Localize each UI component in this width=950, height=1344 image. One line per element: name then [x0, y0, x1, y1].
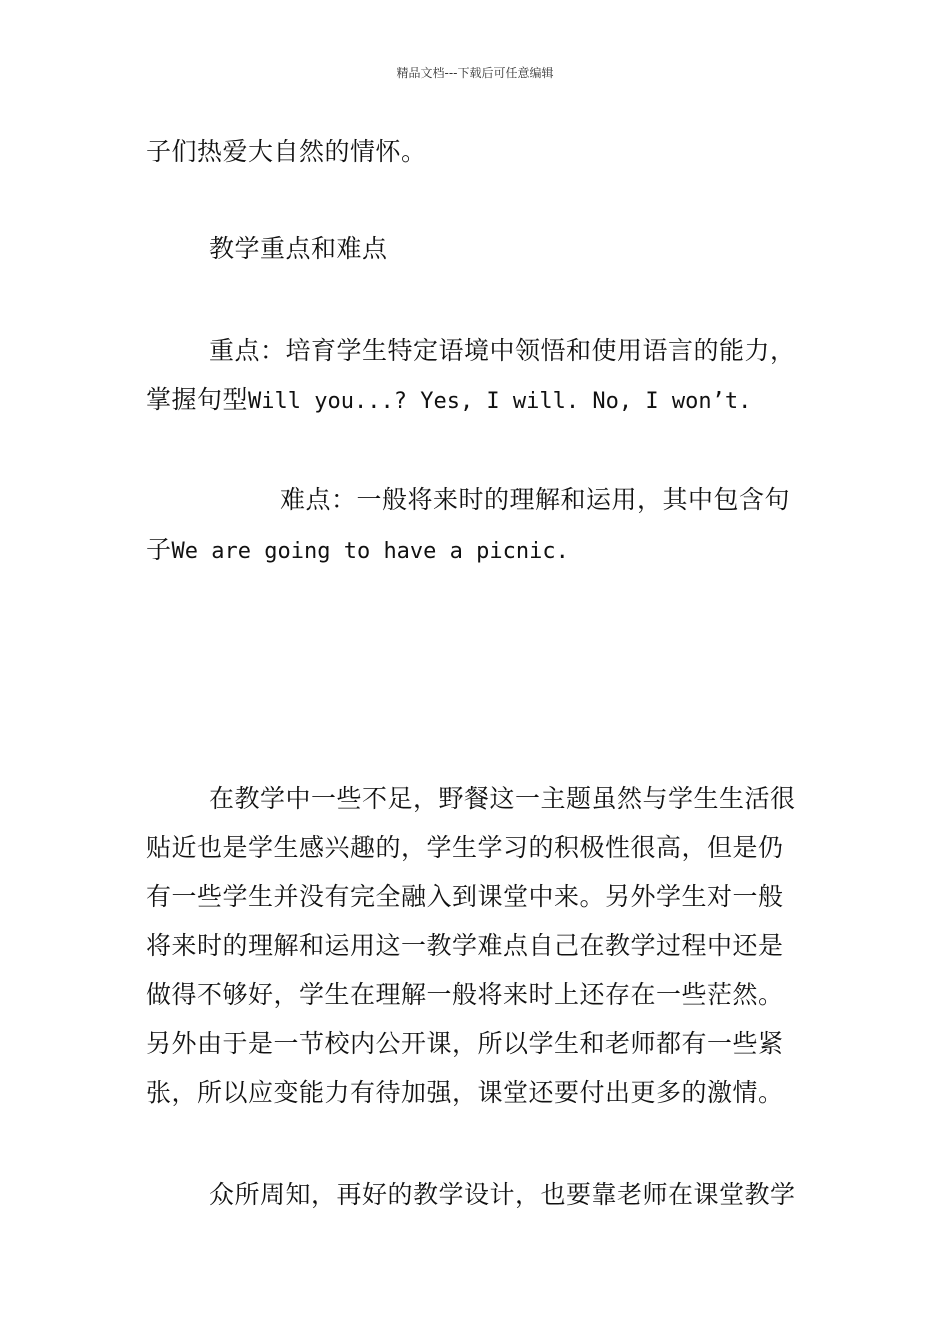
text-en: We are going to have a picnic.	[171, 539, 569, 564]
paragraph-line: 贴近也是学生感兴趣的，学生学习的积极性很高，但是仍	[146, 833, 784, 862]
text-en: Will you...? Yes, I will. No, I won’t.	[248, 389, 752, 414]
section-heading: 教学重点和难点	[209, 234, 388, 263]
text-line	[146, 384, 810, 418]
paragraph-line: 在教学中一些不足，野餐这一主题虽然与学生生活很	[209, 784, 796, 813]
paragraph-line: 将来时的理解和运用这一教学难点自己在教学过程中还是	[146, 931, 784, 960]
paragraph-line: 众所周知，再好的教学设计，也要靠老师在课堂教学	[209, 1180, 796, 1209]
text-line: 难点：一般将来时的理解和运用，其中包含句	[280, 485, 791, 514]
page-header: 精品文档---下载后可任意编辑	[396, 66, 554, 80]
paragraph-line: 有一些学生并没有完全融入到课堂中来。另外学生对一般	[146, 882, 784, 911]
text-line	[146, 534, 810, 568]
text-cn: 子	[146, 535, 172, 564]
paragraph-line: 做得不够好，学生在理解一般将来时上还存在一些茫然。	[146, 980, 784, 1009]
paragraph-line: 张，所以应变能力有待加强，课堂还要付出更多的激情。	[146, 1078, 784, 1107]
text-line: 重点：培育学生特定语境中领悟和使用语言的能力，	[209, 336, 796, 365]
text-cn: 掌握句型	[146, 385, 249, 414]
text-line: 子们热爱大自然的情怀。	[146, 137, 427, 166]
paragraph-line: 另外由于是一节校内公开课，所以学生和老师都有一些紧	[146, 1029, 784, 1058]
